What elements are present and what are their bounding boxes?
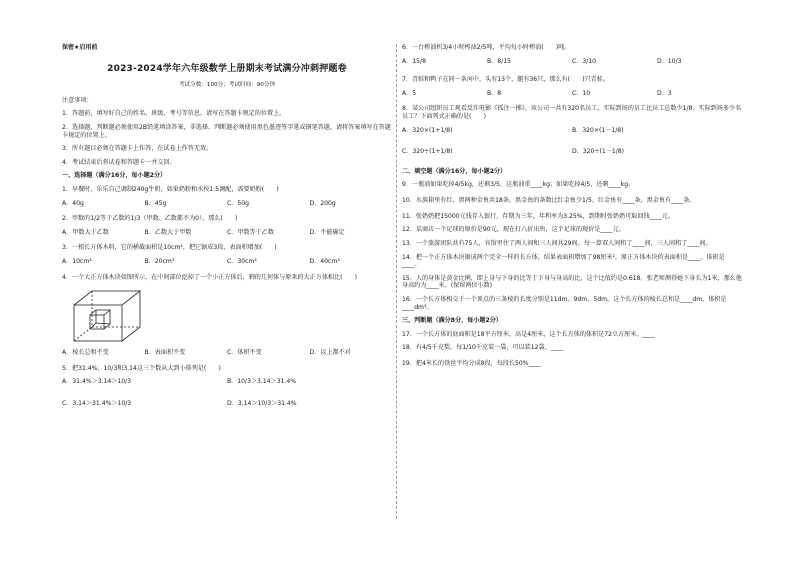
option: B．45g [144,199,167,207]
question-1-options [62,200,392,208]
option: D．200g [309,199,336,207]
section-heading: 三、判断题（满分8分，每小题2分） [402,317,502,325]
option: C．甲数等于乙数 [227,228,274,236]
question-12: 12．某商店一个足球的原价是90元，现在打八折出售，这个足球的现价是____元。 [402,226,625,234]
question-4-options [62,349,392,357]
question-9: 9．一瓶油如果吃掉4/5kg，还剩3/5，这瓶油重____kg；如果吃掉4/5，还剩____kg。 [402,181,635,189]
question-6: 6．一台榨油机3/4小时榨油2/5吨，平均每小时榨油( )吨。 [402,44,571,51]
option: D．40cm² [309,258,340,266]
option: C．3/10 [572,57,597,65]
section-heading: 二、填空题（满分16分，每小题2分） [402,167,507,175]
option: A．10cm² [62,258,92,266]
section-heading: 一、选择题（满分16分，每小题2分） [62,172,167,180]
question-16: 16．一个长方体相交于一个顶点的三条棱的长度分别是11dm、9dm、5dm，这个长方体的棱长总和是____dm，体积是____dm³。 [402,295,727,311]
option: B．320×(1－1/8) [572,126,624,134]
question-17: 17．一个长方体的底面积是18平方厘米，高是4厘米，这个长方体的体积是72立方厘米。____ [402,330,655,338]
option: C．3.14＞31.4%＞10/3 [62,400,132,408]
option: D．不能确定 [309,228,345,236]
question-15: 15．人的身体是黄金比例，即上身与下身的比等于下身与身高的比，这个比值约是0.618。张老师测得她下身长为1米，那么他身高约为____米。(保留两位小数) [402,274,742,290]
question-18: 18．有4/5千克梨，每1/10千克装一袋，可以装12袋。____ [402,344,563,352]
question-8-options [402,127,742,156]
option: A．15/8 [402,57,426,65]
question-5: 5．把31.4%、10/3和3.14这三个数从大到小排列是( ) [62,364,221,372]
option: D．3.14＞10/3＞31.4% [227,400,297,408]
question-3: 3．一根长方体木料，它的横截面积是10cm²，把它锯成3段，表面积增加( ) [62,244,277,252]
question-4: 4．一个大正方体木块如图所示，在中间部位挖掉了一个小正方体后，剩的几何体与原来的大正方体相比( ) [62,273,358,281]
option: B．8 [487,89,502,97]
column-divider [396,44,397,519]
option: C．320÷(1+1/8) [402,148,453,156]
option: A．5 [402,89,417,97]
question-19: 19．把4米长的铁丝平均分成8段，每段长50%____ [402,360,541,368]
secret-mark: 保密★启用前 [62,44,98,51]
note-item: 4．考试结束后将试卷和答题卡一并交回。 [62,158,176,166]
right-column [402,44,742,374]
question-5-options [62,378,392,407]
option: D．3 [657,89,672,97]
exam-subtitle: 考试分数：100分；考试时间：90分钟 [178,81,276,88]
question-6-options [402,58,742,66]
option: A．40g [62,199,84,207]
question-2-options [62,229,392,237]
option: C．30cm² [227,258,257,266]
option: C．10 [572,89,591,97]
option: B．20cm² [144,258,175,266]
option: A．31.4%＞3.14＞10/3 [62,378,132,386]
question-14: 14．把一个正方体木块锯成两个完全一样的长方体，结果表面积增加了98厘米²，原正方体木块的表面积是____，体积是____。 [402,253,725,269]
left-column [62,44,392,420]
option: A．棱长总和不变 [62,349,109,357]
option: A．甲数大于乙数 [62,228,109,236]
note-item: 3．所有题目必须在答题卡上作答，在试卷上作答无效。 [62,145,213,153]
option: C．50g [227,199,249,207]
option: D．10/3 [657,57,682,65]
option: B．乙数大于甲数 [144,228,192,236]
question-8: 8．某公司组织员工观看反诈电影《孤注一掷》，该公司一共有320名员工，实际到场的员工比员工总数少1/8，实际到场多少名员工？下面列式正确的是( ) [402,105,742,121]
question-7: 7．青蛙和鸭子在同一条河中，头有13个，腿有36只，那么有( )只青蛙。 [402,76,609,84]
question-11: 11．张奶奶把15000元钱存入银行，存期为三年，年利率为3.25%，到期时张奶奶可取回钱____元。 [402,212,674,220]
option: B．10/3＞3.14＞31.4% [227,378,297,386]
option: B．表面积不变 [144,349,186,357]
question-13: 13．一个旅游团队共有75人，宾馆里住了两人间和三人间共29间。每一算双人间租了____间，三人间租了____间。 [402,239,712,247]
question-2: 2．甲数的1/2等于乙数的1/3（甲数、乙数都不为0），那么( ) [62,215,238,223]
question-1: 1．早餐时，乐乐自己调制240g牛奶，如果奶粉和水按1:5调配，需要奶粉( ) [62,186,279,193]
question-10: 10．水族箱里有红、黑两种金鱼共18条。黑金鱼的条数比红金鱼少1/5，红金鱼有____条，黑金鱼有____条。 [402,197,696,205]
note-item: 1．答题前，填写好自己的姓名、班级、考号等信息，请写在答题卡规定的位置上。 [62,110,286,118]
note-item: 2．选择题、判断题必须使用2B铅笔填涂答案，非选择、判断题必须使用黑色墨迹签字笔或钢笔答题，请将答案填写在答题卡规定的位置上。 [62,123,391,139]
option: A．320×(1+1/8) [402,126,453,134]
option: D．以上都不对 [309,349,351,357]
option: C．体积不变 [227,349,262,357]
option: D．320÷(1－1/8) [572,148,625,156]
option: B．8/15 [487,57,511,65]
notes-heading: 注意事项： [62,96,93,104]
cube-figure [70,287,148,343]
question-7-options [402,90,742,98]
cube-with-notch-icon [70,287,148,343]
question-3-options [62,258,392,266]
exam-title: 2023-2024学年六年级数学上册期末考试满分冲刺押题卷 [107,63,347,74]
